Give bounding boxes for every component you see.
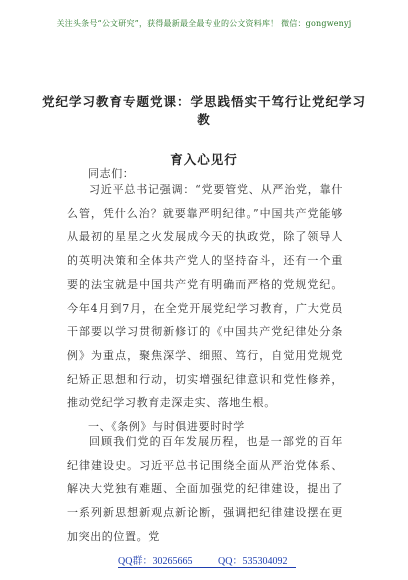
- body-paragraph-2: 回顾我们党的百年发展历程，也是一部党的百年纪律建设史。习近平总书记围绕全面从严治党体系、解决大党独有难题、全面加强党的纪律建设，提出了一系列新思想新观点新论断，强调把纪律建设摆在更加突出的位置。党: [67, 435, 343, 543]
- footer-qq-number: QQ：535304092: [218, 556, 288, 567]
- section-heading-1: 一、《条例》与时俱进要时时学: [88, 420, 245, 433]
- document-title-line-1: 党纪学习教育专题党课：学思践悟实干笃行让党纪学习教: [41, 94, 366, 127]
- document-title-line-2: 育入心见行: [170, 152, 238, 167]
- footer-underline: [118, 567, 296, 568]
- footer-qq-group: QQ群：30265665: [118, 556, 193, 567]
- salutation: 同志们：: [88, 167, 135, 180]
- header-promo-note: 关注头条号“公文研究”，获得最新最全最专业的公文资料库！ 微信：gongwenyj: [56, 19, 352, 28]
- body-paragraph-1: 习近平总书记强调：“党要管党、从严治党，靠什么管，凭什么治？就要靠严明纪律。”中国共产党能够从最初的星星之火发展成今天的执政党，除了领导人的英明决策和全体共产党人的坚持奋斗，还有一个重要的法宝就是中国共产党有明确而严格的党规党纪。今年4月到7月，在全党开展党纪学习教育，广大党员干部要以学习贯彻新修订的《中国共产党纪律处分条例》为重点，聚焦深学、细照、笃行，自觉用党规党纪矫正思想和行动，切实增强纪律意识和党性修养，推动党纪学习教育走深走实、落地生根。: [67, 183, 343, 410]
